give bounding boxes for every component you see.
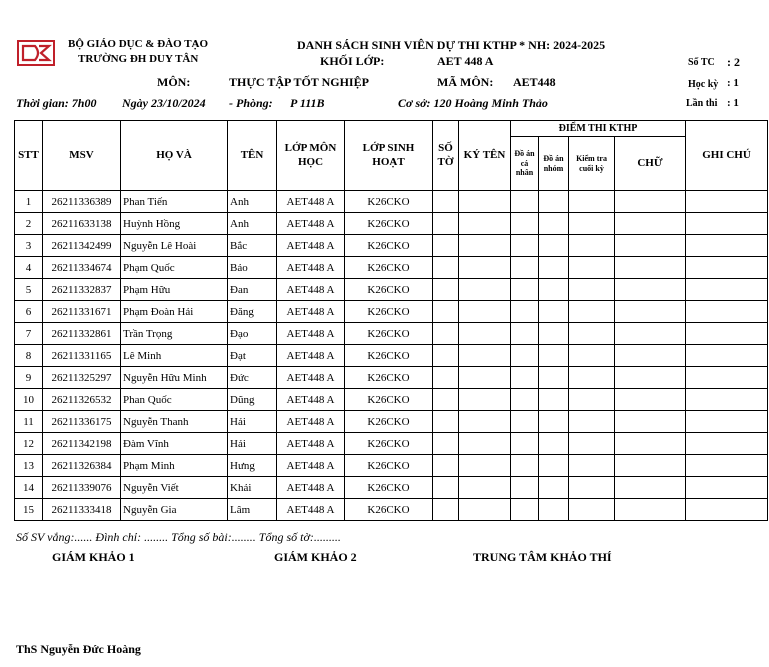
row-final-score [569,345,615,367]
row-msv: 26211342499 [43,235,121,257]
col-header-notes: GHI CHÚ [686,121,768,191]
col-header-pages: SỐ TỜ [433,121,459,191]
row-course-class: AET448 A [277,389,345,411]
row-last-name: Phan Quốc [121,389,228,411]
row-individual-score [511,235,539,257]
row-last-name: Lê Minh [121,345,228,367]
row-msv: 26211326532 [43,389,121,411]
row-msv: 26211333418 [43,499,121,521]
row-final-score [569,455,615,477]
row-individual-score [511,257,539,279]
row-course-class: AET448 A [277,477,345,499]
row-final-score [569,191,615,213]
row-student-class: K26CKO [345,433,433,455]
row-first-name: Bảo [228,257,277,279]
row-individual-score [511,455,539,477]
row-last-name: Nguyễn Gia [121,499,228,521]
col-header-first-name: TÊN [228,121,277,191]
row-notes [686,213,768,235]
row-first-name: Đạt [228,345,277,367]
examiner-2: GIÁM KHẢO 2 [274,550,357,564]
row-first-name: Hải [228,433,277,455]
row-msv: 26211342198 [43,433,121,455]
row-last-name: Đàm Vĩnh [121,433,228,455]
row-first-name: Hải [228,411,277,433]
row-individual-score [511,433,539,455]
university-name: TRƯỜNG ĐH DUY TÂN [78,53,199,65]
row-stt: 9 [15,367,43,389]
row-individual-score [511,323,539,345]
row-group-score [539,499,569,521]
row-stt: 11 [15,411,43,433]
row-student-class: K26CKO [345,191,433,213]
row-notes [686,455,768,477]
semester-value: : 1 [727,77,739,89]
row-stt: 15 [15,499,43,521]
row-score-words [615,499,686,521]
row-final-score [569,279,615,301]
row-course-class: AET448 A [277,301,345,323]
semester-label: Học kỳ [688,79,719,90]
row-student-class: K26CKO [345,257,433,279]
row-course-class: AET448 A [277,323,345,345]
row-score-words [615,213,686,235]
row-signature [459,213,511,235]
row-final-score [569,389,615,411]
room-value: P 111B [290,96,325,110]
row-pages [433,477,459,499]
col-header-last-name: HỌ VÀ [121,121,228,191]
row-pages [433,345,459,367]
row-signature [459,323,511,345]
row-signature [459,345,511,367]
row-group-score [539,191,569,213]
row-first-name: Đạo [228,323,277,345]
row-notes [686,279,768,301]
row-stt: 5 [15,279,43,301]
row-score-words [615,301,686,323]
row-individual-score [511,301,539,323]
table-row [15,213,768,235]
row-signature [459,455,511,477]
row-notes [686,345,768,367]
row-notes [686,477,768,499]
row-msv: 26211633138 [43,213,121,235]
row-msv: 26211334674 [43,257,121,279]
campus: Cơ sở: 120 Hoàng Minh Thảo [398,96,548,110]
col-header-words: CHỮ [615,137,686,191]
row-stt: 3 [15,235,43,257]
row-student-class: K26CKO [345,389,433,411]
row-student-class: K26CKO [345,455,433,477]
table-row [15,367,768,389]
row-course-class: AET448 A [277,411,345,433]
row-student-class: K26CKO [345,279,433,301]
exam-time: Thời gian: 7h00 [16,96,97,110]
row-final-score [569,257,615,279]
row-course-class: AET448 A [277,499,345,521]
row-final-score [569,477,615,499]
row-pages [433,323,459,345]
row-score-words [615,367,686,389]
row-signature [459,389,511,411]
row-notes [686,235,768,257]
row-msv: 26211326384 [43,455,121,477]
logo-mark-icon [19,42,53,64]
col-header-course-class: LỚP MÔN HỌC [277,121,345,191]
subject-label: MÔN: [157,75,191,89]
row-signature [459,499,511,521]
row-notes [686,389,768,411]
table-row [15,323,768,345]
row-course-class: AET448 A [277,345,345,367]
row-individual-score [511,191,539,213]
row-student-class: K26CKO [345,345,433,367]
row-final-score [569,235,615,257]
row-course-class: AET448 A [277,213,345,235]
row-last-name: Nguyễn Lê Hoài [121,235,228,257]
row-stt: 13 [15,455,43,477]
row-stt: 1 [15,191,43,213]
row-student-class: K26CKO [345,323,433,345]
subject-value: THỰC TẬP TỐT NGHIỆP [229,75,369,89]
row-first-name: Lâm [228,499,277,521]
row-score-words [615,257,686,279]
table-row [15,499,768,521]
row-msv: 26211339076 [43,477,121,499]
table-row [15,301,768,323]
row-last-name: Phan Tiến [121,191,228,213]
table-row [15,191,768,213]
row-pages [433,367,459,389]
row-group-score [539,279,569,301]
class-label: KHỐI LỚP: [320,54,385,68]
row-first-name: Đức [228,367,277,389]
row-student-class: K26CKO [345,411,433,433]
row-individual-score [511,477,539,499]
examiner-1: GIÁM KHẢO 1 [52,550,135,564]
row-final-score [569,367,615,389]
col-header-stt: STT [15,121,43,191]
row-first-name: Khải [228,477,277,499]
row-signature [459,301,511,323]
summary-line: Số SV vắng:...... Đình chỉ: ........ Tổng số bài:........ Tổng số tờ:......... [16,530,341,544]
row-group-score [539,367,569,389]
row-first-name: Hưng [228,455,277,477]
table-row [15,455,768,477]
row-final-score [569,213,615,235]
row-pages [433,455,459,477]
row-final-score [569,499,615,521]
col-header-group-project: Đồ án nhóm [539,137,569,191]
row-notes [686,323,768,345]
row-stt: 10 [15,389,43,411]
row-student-class: K26CKO [345,301,433,323]
row-course-class: AET448 A [277,455,345,477]
row-group-score [539,213,569,235]
exam-center: TRUNG TÂM KHẢO THÍ [473,550,612,564]
credits-value: : 2 [727,55,740,69]
row-stt: 6 [15,301,43,323]
row-last-name: Phạm Quốc [121,257,228,279]
col-header-msv: MSV [43,121,121,191]
table-row [15,257,768,279]
table-row [15,279,768,301]
row-msv: 26211332837 [43,279,121,301]
row-group-score [539,301,569,323]
table-row [15,389,768,411]
col-header-final-exam: Kiểm tra cuối kỳ [569,137,615,191]
col-header-scores: ĐIỂM THI KTHP [511,121,686,137]
row-group-score [539,455,569,477]
row-msv: 26211336175 [43,411,121,433]
row-final-score [569,301,615,323]
table-row [15,477,768,499]
row-pages [433,279,459,301]
row-student-class: K26CKO [345,213,433,235]
row-course-class: AET448 A [277,191,345,213]
class-value: AET 448 A [437,54,494,68]
table-row [15,433,768,455]
row-notes [686,191,768,213]
row-notes [686,257,768,279]
row-group-score [539,235,569,257]
row-last-name: Phạm Hữu [121,279,228,301]
row-individual-score [511,367,539,389]
attempt-value: : 1 [727,97,739,109]
row-notes [686,411,768,433]
col-header-student-class: LỚP SINH HOẠT [345,121,433,191]
row-pages [433,411,459,433]
row-course-class: AET448 A [277,279,345,301]
row-last-name: Phạm Đoàn Hải [121,301,228,323]
row-pages [433,191,459,213]
row-group-score [539,433,569,455]
row-pages [433,499,459,521]
row-first-name: Đan [228,279,277,301]
table-row [15,235,768,257]
row-notes [686,367,768,389]
row-msv: 26211331165 [43,345,121,367]
row-pages [433,213,459,235]
row-first-name: Anh [228,191,277,213]
row-signature [459,477,511,499]
ministry-name: BỘ GIÁO DỤC & ĐÀO TẠO [68,38,209,50]
row-msv: 26211336389 [43,191,121,213]
row-stt: 14 [15,477,43,499]
row-group-score [539,477,569,499]
row-course-class: AET448 A [277,367,345,389]
row-pages [433,389,459,411]
row-signature [459,235,511,257]
row-group-score [539,257,569,279]
university-logo [17,40,55,66]
code-value: AET448 [513,75,556,89]
row-final-score [569,411,615,433]
credits-label: Số TC [688,57,715,68]
row-stt: 7 [15,323,43,345]
row-msv: 26211325297 [43,367,121,389]
exam-date: Ngày 23/10/2024 [122,96,206,110]
row-pages [433,433,459,455]
row-score-words [615,323,686,345]
row-score-words [615,191,686,213]
row-signature [459,411,511,433]
row-signature [459,279,511,301]
row-pages [433,301,459,323]
row-student-class: K26CKO [345,477,433,499]
row-msv: 26211331671 [43,301,121,323]
row-stt: 8 [15,345,43,367]
row-group-score [539,411,569,433]
col-header-signature: KÝ TÊN [459,121,511,191]
row-last-name: Huỳnh Hồng [121,213,228,235]
table-body [15,191,768,521]
row-score-words [615,279,686,301]
table-row [15,411,768,433]
row-first-name: Anh [228,213,277,235]
row-student-class: K26CKO [345,235,433,257]
row-stt: 2 [15,213,43,235]
col-header-individual-project: Đồ án cá nhân [511,137,539,191]
row-notes [686,433,768,455]
row-individual-score [511,389,539,411]
row-individual-score [511,213,539,235]
row-msv: 26211332861 [43,323,121,345]
row-final-score [569,433,615,455]
row-score-words [615,389,686,411]
row-course-class: AET448 A [277,433,345,455]
row-score-words [615,345,686,367]
row-pages [433,257,459,279]
row-score-words [615,411,686,433]
row-last-name: Trần Trọng [121,323,228,345]
row-notes [686,499,768,521]
row-student-class: K26CKO [345,499,433,521]
row-score-words [615,477,686,499]
row-notes [686,301,768,323]
row-individual-score [511,499,539,521]
attempt-label: Lần thi [686,98,718,109]
row-first-name: Đăng [228,301,277,323]
row-last-name: Nguyễn Hữu Minh [121,367,228,389]
row-course-class: AET448 A [277,235,345,257]
row-stt: 12 [15,433,43,455]
row-individual-score [511,345,539,367]
code-label: MÃ MÔN: [437,75,494,89]
row-course-class: AET448 A [277,257,345,279]
row-final-score [569,323,615,345]
student-table [14,120,768,521]
table-row [15,345,768,367]
row-score-words [615,455,686,477]
row-first-name: Bắc [228,235,277,257]
signer-name: ThS Nguyễn Đức Hoàng [16,642,141,656]
row-pages [433,235,459,257]
row-signature [459,191,511,213]
row-score-words [615,235,686,257]
row-first-name: Dũng [228,389,277,411]
row-group-score [539,323,569,345]
room-label: - Phòng: [229,96,273,110]
row-group-score [539,389,569,411]
row-last-name: Nguyễn Viết [121,477,228,499]
row-signature [459,433,511,455]
row-stt: 4 [15,257,43,279]
row-signature [459,367,511,389]
row-last-name: Phạm Minh [121,455,228,477]
row-individual-score [511,279,539,301]
row-group-score [539,345,569,367]
row-signature [459,257,511,279]
row-individual-score [511,411,539,433]
document-title: DANH SÁCH SINH VIÊN DỰ THI KTHP * NH: 2024-2025 [297,38,606,52]
row-score-words [615,433,686,455]
row-student-class: K26CKO [345,367,433,389]
row-last-name: Nguyễn Thanh [121,411,228,433]
